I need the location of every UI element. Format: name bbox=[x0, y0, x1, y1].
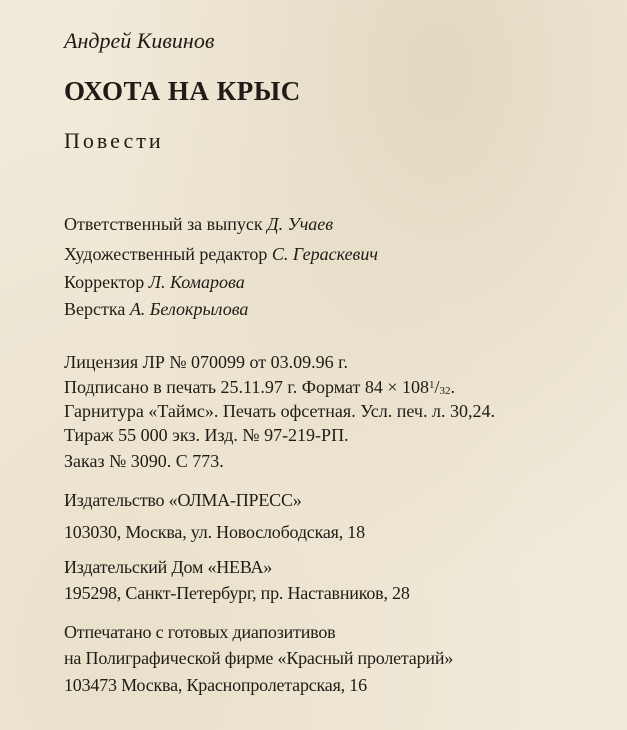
book-genre: Повести bbox=[64, 128, 164, 153]
credit-line-proofreader bbox=[64, 272, 245, 293]
credit-line-art-editor bbox=[64, 244, 378, 265]
credit-role: Ответственный за выпуск bbox=[64, 214, 263, 234]
credit-name: А. Белокрылова bbox=[129, 299, 249, 319]
license-line: Лицензия ЛР № 070099 от 03.09.96 г. bbox=[64, 352, 348, 372]
printer-address: 103473 Москва, Краснопролетарская, 16 bbox=[64, 675, 367, 695]
credit-role: Верстка bbox=[64, 299, 126, 319]
credit-role: Корректор bbox=[64, 272, 145, 292]
publisher-address: 195298, Санкт-Петербург, пр. Наставников, 28 bbox=[64, 583, 410, 603]
credit-name: Д. Учаев bbox=[267, 214, 334, 234]
order-line: Заказ № 3090. С 773. bbox=[64, 451, 224, 471]
format-denominator: 32 bbox=[439, 385, 451, 397]
credit-role: Художественный редактор bbox=[64, 244, 268, 264]
signed-prefix: Подписано в печать 25.11.97 г. Формат 84 × 108 bbox=[64, 377, 430, 397]
printer-line: Отпечатано с готовых диапозитивов bbox=[64, 622, 336, 642]
typeface-line: Гарнитура «Таймс». Печать офсетная. Усл. печ. л. 30,24. bbox=[64, 401, 495, 421]
publisher-name: Издательство «ОЛМА-ПРЕСС» bbox=[64, 490, 302, 510]
author-name: Андрей Кивинов bbox=[64, 28, 215, 53]
publisher-address: 103030, Москва, ул. Новослободская, 18 bbox=[64, 522, 365, 542]
credit-line-layout bbox=[64, 299, 248, 320]
signed-suffix: . bbox=[450, 377, 456, 397]
format-numerator: 1 bbox=[429, 379, 435, 391]
credit-line-editor-in-charge bbox=[64, 214, 333, 235]
book-title: ОХОТА НА КРЫС bbox=[64, 76, 301, 106]
circulation-line: Тираж 55 000 экз. Изд. № 97-219-РП. bbox=[64, 425, 349, 445]
signed-format-line: Подписано в печать 25.11.97 г. Формат $84 \times 108^1/_{32}$. bbox=[64, 377, 456, 397]
printer-line: на Полиграфической фирме «Красный пролетарий» bbox=[64, 648, 454, 668]
credit-name: Л. Комарова bbox=[148, 272, 245, 292]
credit-name: С. Гераскевич bbox=[271, 244, 378, 264]
publisher-name: Издательский Дом «НЕВА» bbox=[64, 557, 273, 577]
